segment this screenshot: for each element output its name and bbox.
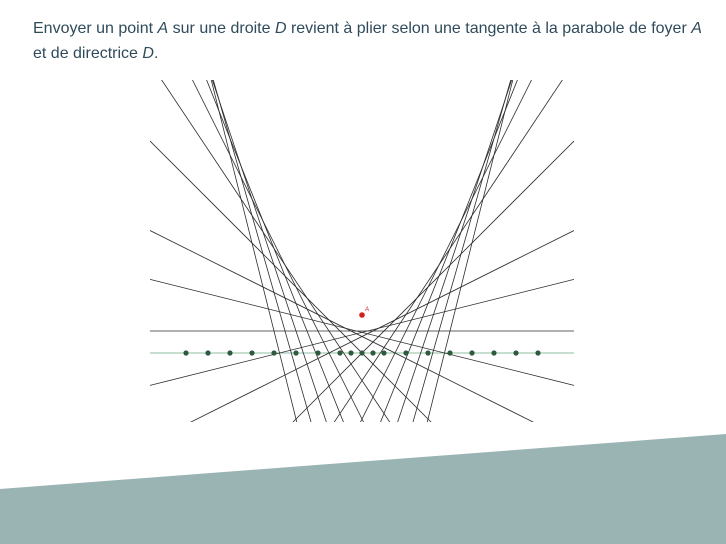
directrix-point (293, 350, 298, 355)
point-a-label: A (157, 20, 169, 37)
directrix-point (381, 350, 386, 355)
directrix-point (205, 350, 210, 355)
directrix-point (447, 350, 452, 355)
directrix-point (491, 350, 496, 355)
fold-line (150, 80, 574, 422)
fold-line (150, 80, 574, 422)
focus-a-label: A (691, 20, 702, 37)
line-d-label: D (274, 20, 287, 37)
directrix-point (227, 350, 232, 355)
fold-line (150, 80, 574, 422)
directrix-point (469, 350, 474, 355)
fold-line (150, 231, 574, 423)
fold-line (150, 231, 574, 423)
directrix-point (425, 350, 430, 355)
fold-line (150, 80, 574, 422)
directrix-point (315, 350, 320, 355)
fold-line (150, 80, 574, 422)
focus-point (359, 312, 365, 318)
fold-line (150, 80, 574, 422)
fold-line (150, 80, 574, 422)
directrix-point (370, 350, 375, 355)
directrix-point (403, 350, 408, 355)
parabola-folding-figure (150, 80, 574, 422)
fold-line (150, 80, 574, 422)
fold-line (150, 80, 574, 422)
fold-line (150, 80, 574, 422)
directrix-point (271, 350, 276, 355)
directrix-point (359, 350, 364, 355)
directrix-point (337, 350, 342, 355)
focus-label: A (365, 307, 370, 313)
fold-line (150, 80, 574, 422)
directrix-point (535, 350, 540, 355)
directrix-point (249, 350, 254, 355)
footer-band-shape (0, 434, 726, 544)
directrix-point (513, 350, 518, 355)
directrix-d-label: D (142, 45, 154, 62)
directrix-point (348, 350, 353, 355)
slide-caption: Envoyer un point A sur une droite D revient à plier selon une tangente à la parabole de foyer A et de directrice D. (33, 20, 702, 62)
directrix-point (183, 350, 188, 355)
fold-line (150, 80, 574, 422)
